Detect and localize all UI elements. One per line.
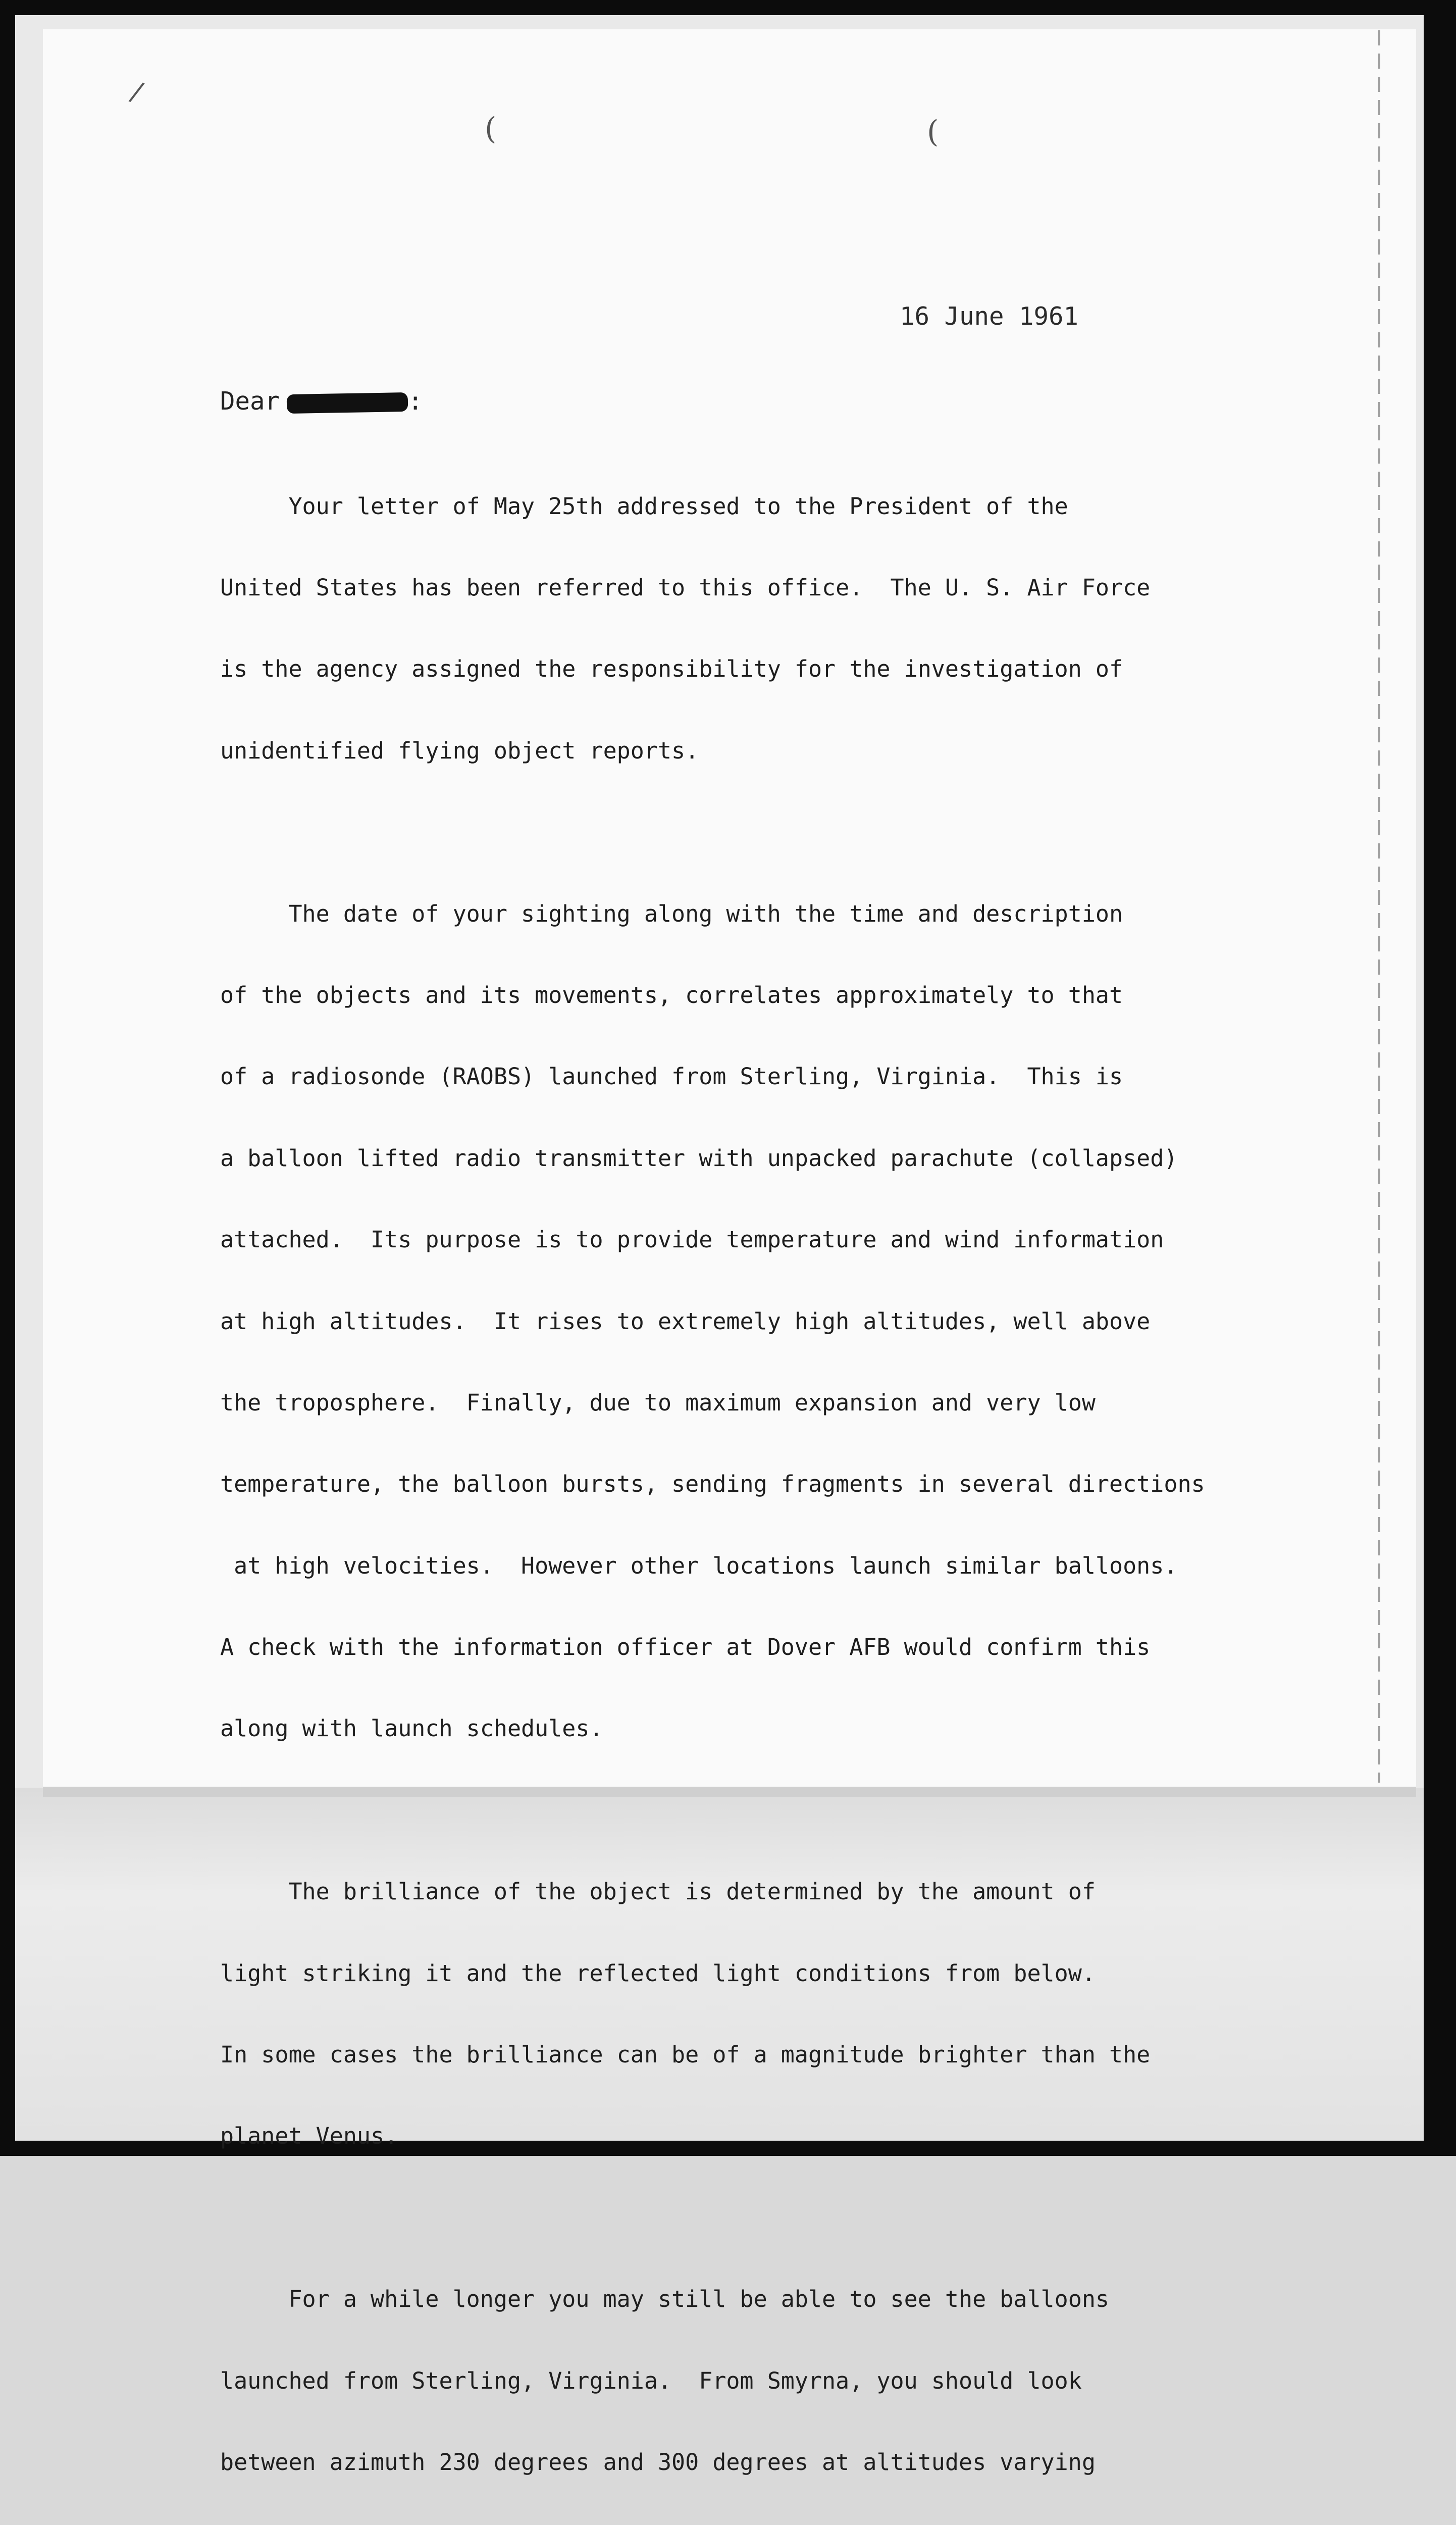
text-line: A check with the information officer at Dover AFB would confirm this	[220, 1634, 1151, 1661]
text-line: temperature, the balloon bursts, sending fragments in several directions	[220, 1471, 1205, 1498]
text-line: of the objects and its movements, correlates approximately to that	[220, 981, 1123, 1008]
text-line: The brilliance of the object is determined by the amount of	[220, 1878, 1096, 1905]
text-line: attached. Its purpose is to provide temperature and wind information	[220, 1226, 1164, 1253]
text-line: at high altitudes. It rises to extremely high altitudes, well above	[220, 1307, 1151, 1335]
text-line: between azimuth 230 degrees and 300 degrees at altitudes varying	[220, 2448, 1096, 2476]
paragraph-radiosonde	[220, 846, 1255, 1797]
paragraph-viewing	[220, 2232, 1255, 2525]
text-line: United States has been referred to this office. The U. S. Air Force	[220, 574, 1151, 601]
text-line: launched from Sterling, Virginia. From Smyrna, you should look	[220, 2367, 1082, 2394]
text-line: light striking it and the reflected light conditions from below.	[220, 1959, 1096, 1987]
salutation-text: Dear	[220, 387, 280, 416]
letter-date: 16 June 1961	[900, 302, 1079, 331]
sheet-edge-line	[1378, 30, 1380, 1783]
paragraph-referral	[220, 438, 1255, 819]
text-line: is the agency assigned the responsibility for the investigation of	[220, 655, 1123, 683]
text-line: along with launch schedules.	[220, 1715, 603, 1742]
text-line: unidentified flying object reports.	[220, 737, 699, 764]
margin-mark-left: (	[485, 111, 497, 146]
text-line: the troposphere. Finally, due to maximum expansion and very low	[220, 1389, 1096, 1416]
text-line: at high velocities. However other locations launch similar balloons.	[220, 1552, 1178, 1579]
salutation-colon: :	[408, 387, 423, 416]
salutation	[220, 387, 423, 416]
paragraph-brilliance	[220, 1824, 1255, 2204]
redacted-name	[287, 392, 408, 413]
text-line: planet Venus.	[220, 2123, 398, 2150]
text-line: In some cases the brilliance can be of a magnitude brighter than the	[220, 2041, 1151, 2068]
text-line: a balloon lifted radio transmitter with unpacked parachute (collapsed)	[220, 1144, 1178, 1172]
text-line: For a while longer you may still be able to see the balloons	[220, 2286, 1109, 2313]
text-line: Your letter of May 25th addressed to the President of the	[220, 492, 1068, 520]
text-line: The date of your sighting along with the time and description	[220, 900, 1123, 927]
margin-mark-right: (	[927, 114, 939, 149]
margin-tick: /	[127, 75, 147, 109]
letter-body	[220, 438, 1255, 2525]
text-line: of a radiosonde (RAOBS) launched from Sterling, Virginia. This is	[220, 1063, 1123, 1090]
